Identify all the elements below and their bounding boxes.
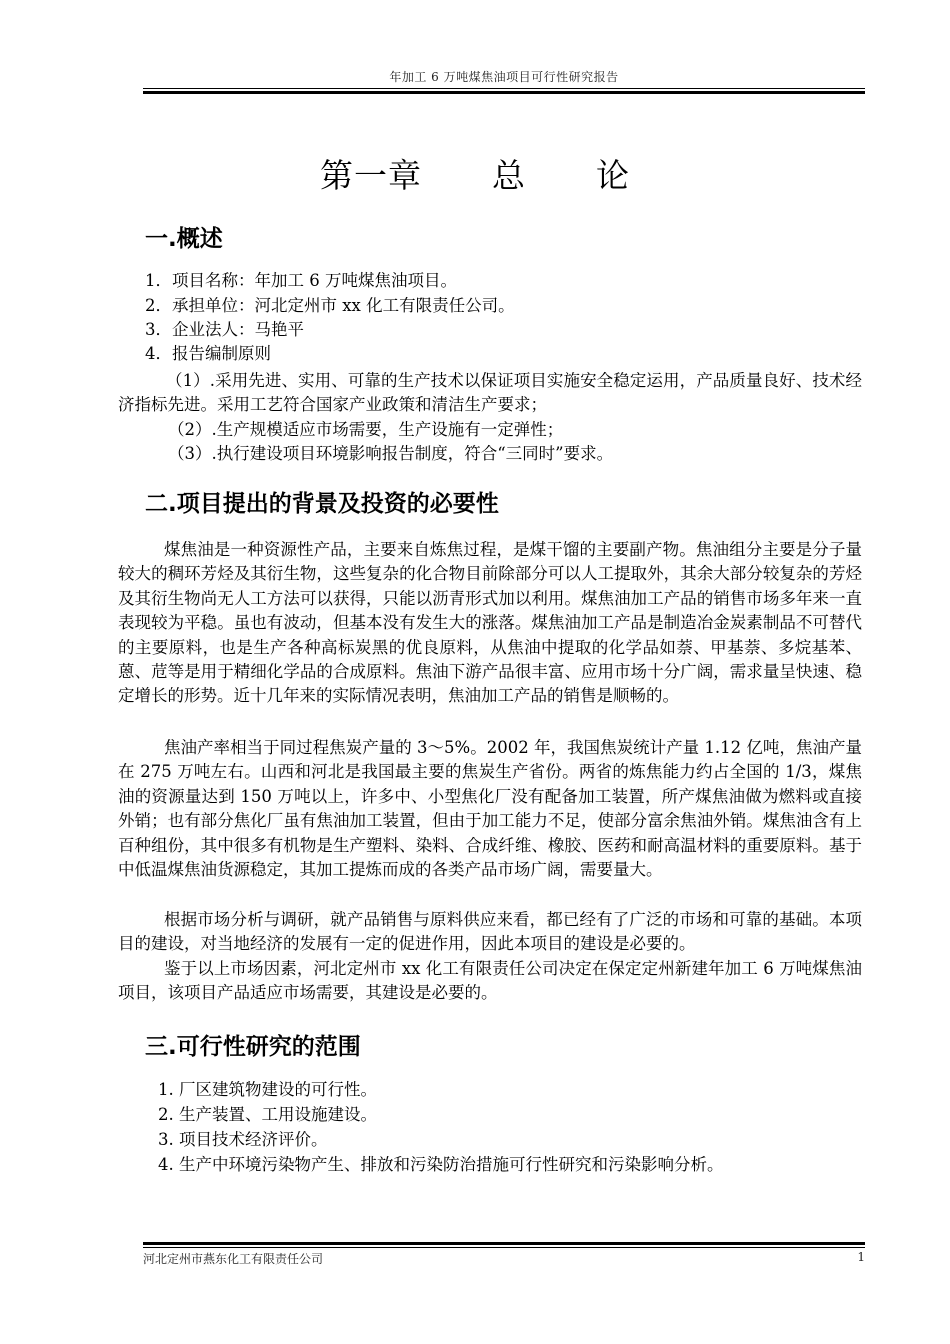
principle-paragraph: （1）.采用先进、实用、可靠的生产技术以保证项目实施安全稳定运用，产品质量良好、技术经济指标先进。采用工艺符合国家产业政策和清洁生产要求； bbox=[118, 371, 862, 415]
list-item: 3．企业法人：马艳平 bbox=[145, 320, 304, 339]
page-number: 1 bbox=[857, 1250, 865, 1264]
principle-item: （2）.生产规模适应市场需要，生产设施有一定弹性； bbox=[168, 420, 564, 439]
footer-rule-thick bbox=[143, 1242, 865, 1245]
list-item: 4．报告编制原则 bbox=[145, 344, 271, 363]
chapter-title-char2: 论 bbox=[596, 156, 630, 195]
body-paragraph: 鉴于以上市场因素，河北定州市 xx 化工有限责任公司决定在保定定州新建年加工 6 万吨煤焦油项目，该项目产品适应市场需要，其建设是必要的。 bbox=[118, 959, 862, 1003]
body-paragraph: 根据市场分析与调研，就产品销售与原料供应来看，都已经有了广泛的市场和可靠的基础。本项目的建设，对当地经济的发展有一定的促进作用，因此本项目的建设是必要的。 bbox=[118, 910, 862, 954]
footer-rule bbox=[143, 1247, 865, 1248]
footer-company: 河北定州市燕东化工有限责任公司 bbox=[143, 1252, 324, 1266]
section-heading-scope: 三.可行性研究的范围 bbox=[145, 1034, 361, 1060]
list-item: 1. 厂区建筑物建设的可行性。 bbox=[158, 1080, 377, 1099]
chapter-title bbox=[0, 150, 950, 197]
chapter-number: 第一章 bbox=[320, 156, 422, 195]
list-item: 3. 项目技术经济评价。 bbox=[158, 1130, 328, 1149]
section-heading-overview: 一.概述 bbox=[145, 226, 223, 252]
list-item: 2. 生产装置、工用设施建设。 bbox=[158, 1105, 377, 1124]
body-paragraph: 焦油产率相当于同过程焦炭产量的 3～5%。2002 年，我国焦炭统计产量 1.12 亿吨，焦油产量在 275 万吨左右。山西和河北是我国最主要的焦炭生产省份。两省的炼焦能力约占全国的 1/3，煤焦油的资源量达到 150 万吨以上，许多中、小型焦化厂没有配备加工装置，所产煤焦油做为燃料或直接外销；也有部分焦化厂虽有焦油加工装置，但由于加工能力不足，使部分富余焦油外销。煤焦油含有上百种组份，其中很多有机物是生产塑料、染料、合成纤维、橡胶、医药和耐高温材料的重要原料。基于中低温煤焦油货源稳定，其加工提炼而成的各类产品市场广阔，需要量大。 bbox=[118, 738, 862, 880]
header-rule bbox=[143, 88, 865, 89]
body-paragraph: 煤焦油是一种资源性产品，主要来自炼焦过程，是煤干馏的主要副产物。焦油组分主要是分子量较大的稠环芳烃及其衍生物，这些复杂的化合物目前除部分可以人工提取外，其余大部分较复杂的芳烃及其衍生物尚无人工方法可以获得，只能以沥青形式加以利用。煤焦油加工产品的销售市场多年来一直表现较为平稳。虽也有波动，但基本没有发生大的涨落。煤焦油加工产品是制造冶金炭素制品不可替代的主要原料，也是生产各种高标炭黑的优良原料，从焦油中提取的化学品如萘、甲基萘、多烷基苯、蒽、苊等是用于精细化学品的合成原料。焦油下游产品很丰富、应用市场十分广阔，需求量呈快速、稳定增长的形势。近十几年来的实际情况表明，焦油加工产品的销售是顺畅的。 bbox=[118, 540, 862, 706]
list-item: 4. 生产中环境污染物产生、排放和污染防治措施可行性研究和污染影响分析。 bbox=[158, 1155, 724, 1174]
section-heading-background: 二.项目提出的背景及投资的必要性 bbox=[145, 491, 499, 517]
principle-item: （3）.执行建设项目环境影响报告制度，符合“三同时”要求。 bbox=[168, 444, 614, 463]
chapter-title-char1: 总 bbox=[492, 156, 526, 195]
list-item: 1．项目名称：年加工 6 万吨煤焦油项目。 bbox=[145, 271, 457, 290]
running-header: 年加工 6 万吨煤焦油项目可行性研究报告 bbox=[389, 70, 619, 84]
header-rule-thick bbox=[143, 91, 865, 94]
list-item: 2．承担单位：河北定州市 xx 化工有限责任公司。 bbox=[145, 296, 515, 315]
